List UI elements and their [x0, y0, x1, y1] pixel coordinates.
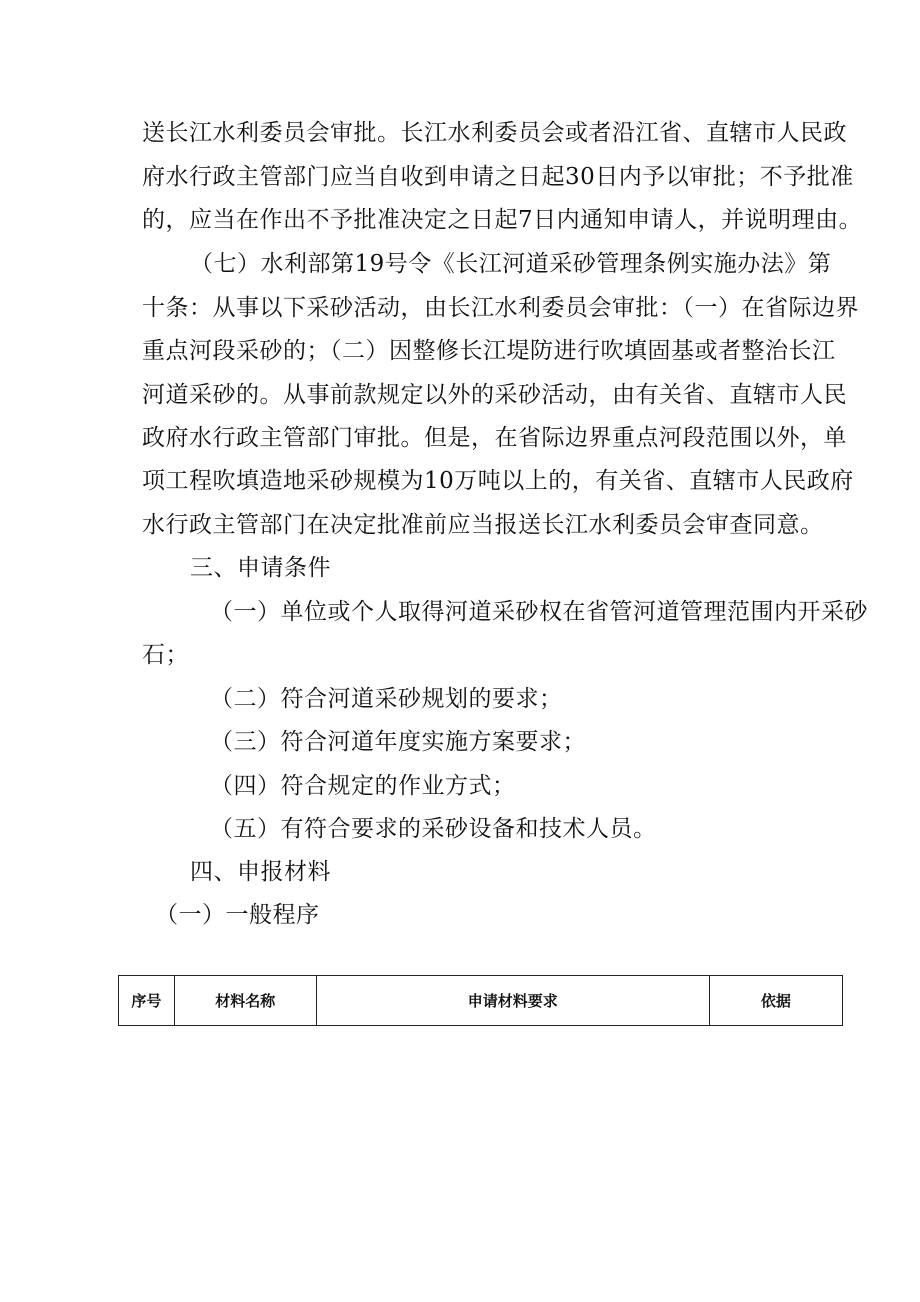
header-cell-serial-number: 序号 — [119, 976, 175, 1026]
header-cell-material-requirements: 申请材料要求 — [316, 976, 709, 1026]
condition-item-continued: 石； — [142, 642, 189, 668]
paragraph-line: 重点河段采砂的；（二）因整修长江堤防进行吹填固基或者整治长江 — [142, 338, 836, 364]
header-cell-material-name: 材料名称 — [174, 976, 316, 1026]
header-cell-basis: 依据 — [709, 976, 842, 1026]
section-heading-application-conditions: 三、申请条件 — [190, 555, 331, 581]
paragraph-line: 水行政主管部门在决定批准前应当报送长江水利委员会审查同意。 — [142, 512, 824, 538]
condition-item: （一）单位或个人取得河道采砂权在省管河道管理范围内开采砂 — [210, 599, 868, 625]
paragraph-line: 政府水行政主管部门审批。但是，在省际边界重点河段范围以外，单 — [142, 425, 847, 451]
paragraph-line: 项工程吹填造地采砂规模为10万吨以上的，有关省、直辖市人民政府 — [142, 468, 854, 494]
condition-item: （二）符合河道采砂规划的要求； — [210, 686, 563, 712]
materials-table — [118, 975, 843, 1026]
subsection-heading-general-procedure: （一）一般程序 — [155, 902, 320, 928]
paragraph-line: 府水行政主管部门应当自收到申请之日起30日内予以审批；不予批准 — [142, 164, 854, 190]
paragraph-line: 的，应当在作出不予批准决定之日起7日内通知申请人，并说明理由。 — [142, 207, 863, 233]
condition-item: （三）符合河道年度实施方案要求； — [210, 729, 586, 755]
section-heading-application-materials: 四、申报材料 — [190, 859, 331, 885]
condition-item: （五）有符合要求的采砂设备和技术人员。 — [210, 816, 657, 842]
table-header-row — [119, 976, 843, 1026]
paragraph-line: 河道采砂的。从事前款规定以外的采砂活动，由有关省、直辖市人民 — [142, 382, 847, 408]
paragraph-line: 十条：从事以下采砂活动，由长江水利委员会审批：（一）在省际边界 — [142, 295, 859, 321]
paragraph-line: 送长江水利委员会审批。长江水利委员会或者沿江省、直辖市人民政 — [142, 120, 847, 146]
paragraph-line: （七）水利部第19号令《长江河道采砂管理条例实施办法》第 — [190, 251, 832, 277]
condition-item: （四）符合规定的作业方式； — [210, 773, 516, 799]
